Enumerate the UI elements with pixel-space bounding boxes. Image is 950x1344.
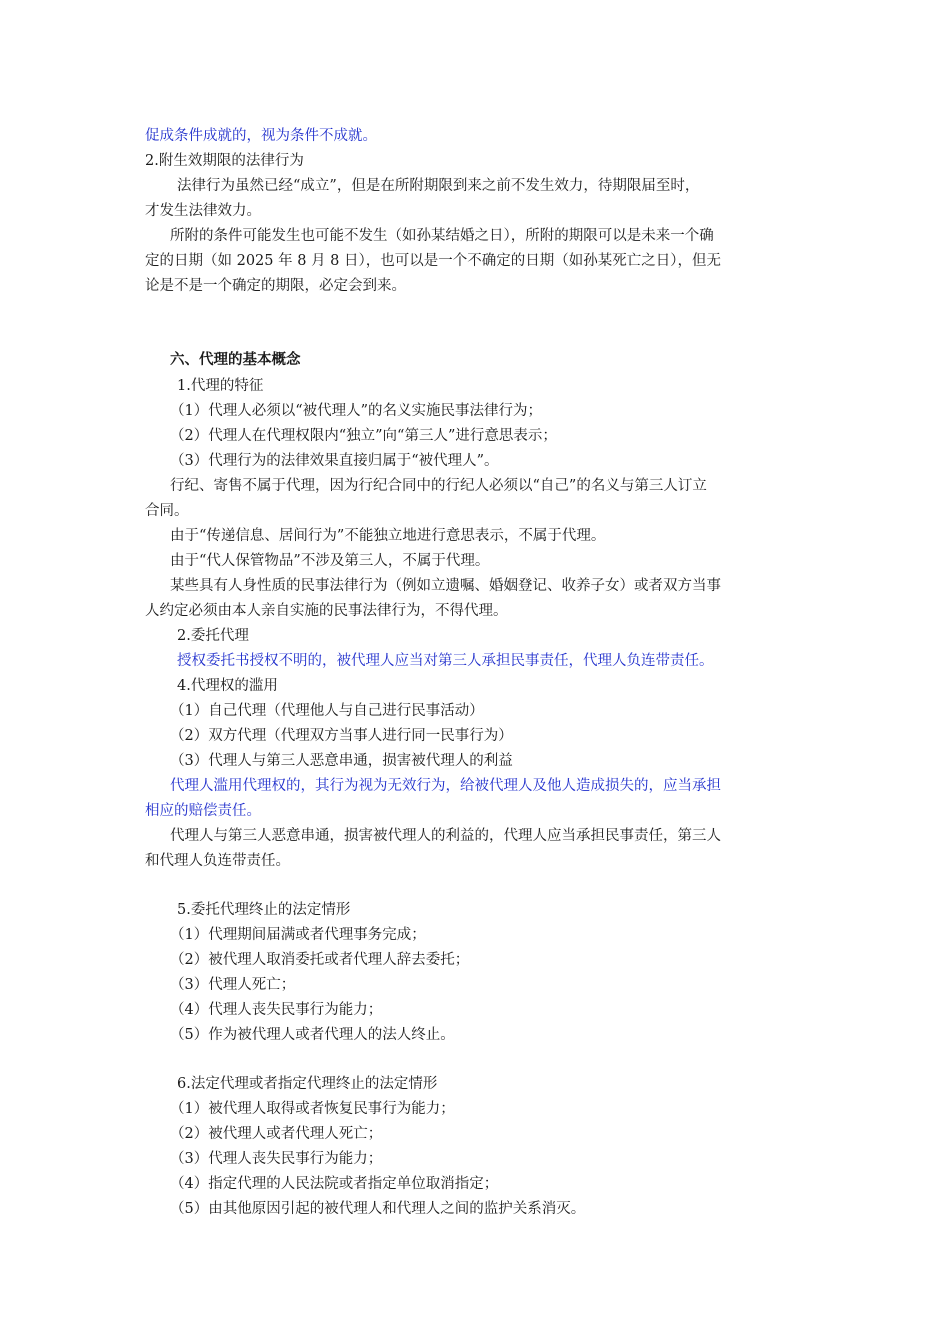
list-item: （3）代理行为的法律效果直接归属于“被代理人”。 [170, 453, 499, 469]
list-item: （5）作为被代理人或者代理人的法人终止。 [170, 1027, 455, 1043]
text-line: 由于“代人保管物品”不涉及第三人，不属于代理。 [170, 553, 490, 569]
list-item: （1）被代理人取得或者恢复民事行为能力； [170, 1101, 455, 1117]
section-heading: 2.附生效期限的法律行为 [145, 153, 304, 169]
section-heading: 5.委托代理终止的法定情形 [177, 902, 351, 918]
text-line: 授权委托书授权不明的，被代理人应当对第三人承担民事责任，代理人负连带责任。 [177, 653, 714, 669]
text-line: 才发生法律效力。 [145, 203, 261, 219]
section-heading: 2.委托代理 [177, 628, 249, 644]
chapter-heading: 六、代理的基本概念 [170, 351, 301, 368]
list-item: （3）代理人丧失民事行为能力； [170, 1151, 383, 1167]
list-item: （4）代理人丧失民事行为能力； [170, 1002, 383, 1018]
list-item: （1）代理人必须以“被代理人”的名义实施民事法律行为； [170, 403, 543, 419]
text-line: 和代理人负连带责任。 [145, 853, 290, 869]
text-line: 代理人滥用代理权的，其行为视为无效行为，给被代理人及他人造成损失的，应当承担 [170, 778, 721, 794]
list-item: （2）被代理人或者代理人死亡； [170, 1126, 383, 1142]
text-line: 促成条件成就的，视为条件不成就。 [145, 128, 377, 144]
list-item: （2）代理人在代理权限内“独立”向“第三人”进行意思表示； [170, 428, 557, 444]
text-line: 由于“传递信息、居间行为”不能独立地进行意思表示，不属于代理。 [170, 528, 606, 544]
list-item: （4）指定代理的人民法院或者指定单位取消指定； [170, 1176, 499, 1192]
section-heading: 1.代理的特征 [177, 378, 264, 394]
list-item: （1）自己代理（代理他人与自己进行民事活动） [170, 703, 484, 719]
list-item: （2）双方代理（代理双方当事人进行同一民事行为） [170, 728, 513, 744]
list-item: （1）代理期间届满或者代理事务完成； [170, 927, 426, 943]
section-heading: 6.法定代理或者指定代理终止的法定情形 [177, 1076, 438, 1092]
text-line: 人约定必须由本人亲自实施的民事法律行为，不得代理。 [145, 603, 508, 619]
section-heading: 4.代理权的滥用 [177, 678, 278, 694]
text-line: 法律行为虽然已经“成立”，但是在所附期限到来之前不发生效力，待期限届至时， [177, 178, 700, 194]
text-line: 行纪、寄售不属于代理，因为行纪合同中的行纪人必须以“自己”的名义与第三人订立 [170, 478, 707, 494]
list-item: （3）代理人死亡； [170, 977, 296, 993]
list-item: （2）被代理人取消委托或者代理人辞去委托； [170, 952, 470, 968]
text-line: 论是不是一个确定的期限，必定会到来。 [145, 278, 406, 294]
text-line: 所附的条件可能发生也可能不发生（如孙某结婚之日），所附的期限可以是未来一个确 [170, 228, 714, 244]
text-line: 相应的赔偿责任。 [145, 803, 261, 819]
text-line: 定的日期（如 2025 年 8 月 8 日），也可以是一个不确定的日期（如孙某死亡之日），但无 [145, 253, 722, 269]
text-line: 合同。 [145, 503, 189, 519]
text-line: 某些具有人身性质的民事法律行为（例如立遗嘱、婚姻登记、收养子女）或者双方当事 [170, 578, 721, 594]
text-line: 代理人与第三人恶意串通，损害被代理人的利益的，代理人应当承担民事责任，第三人 [170, 828, 721, 844]
list-item: （5）由其他原因引起的被代理人和代理人之间的监护关系消灭。 [170, 1201, 586, 1217]
list-item: （3）代理人与第三人恶意串通，损害被代理人的利益 [170, 753, 513, 769]
